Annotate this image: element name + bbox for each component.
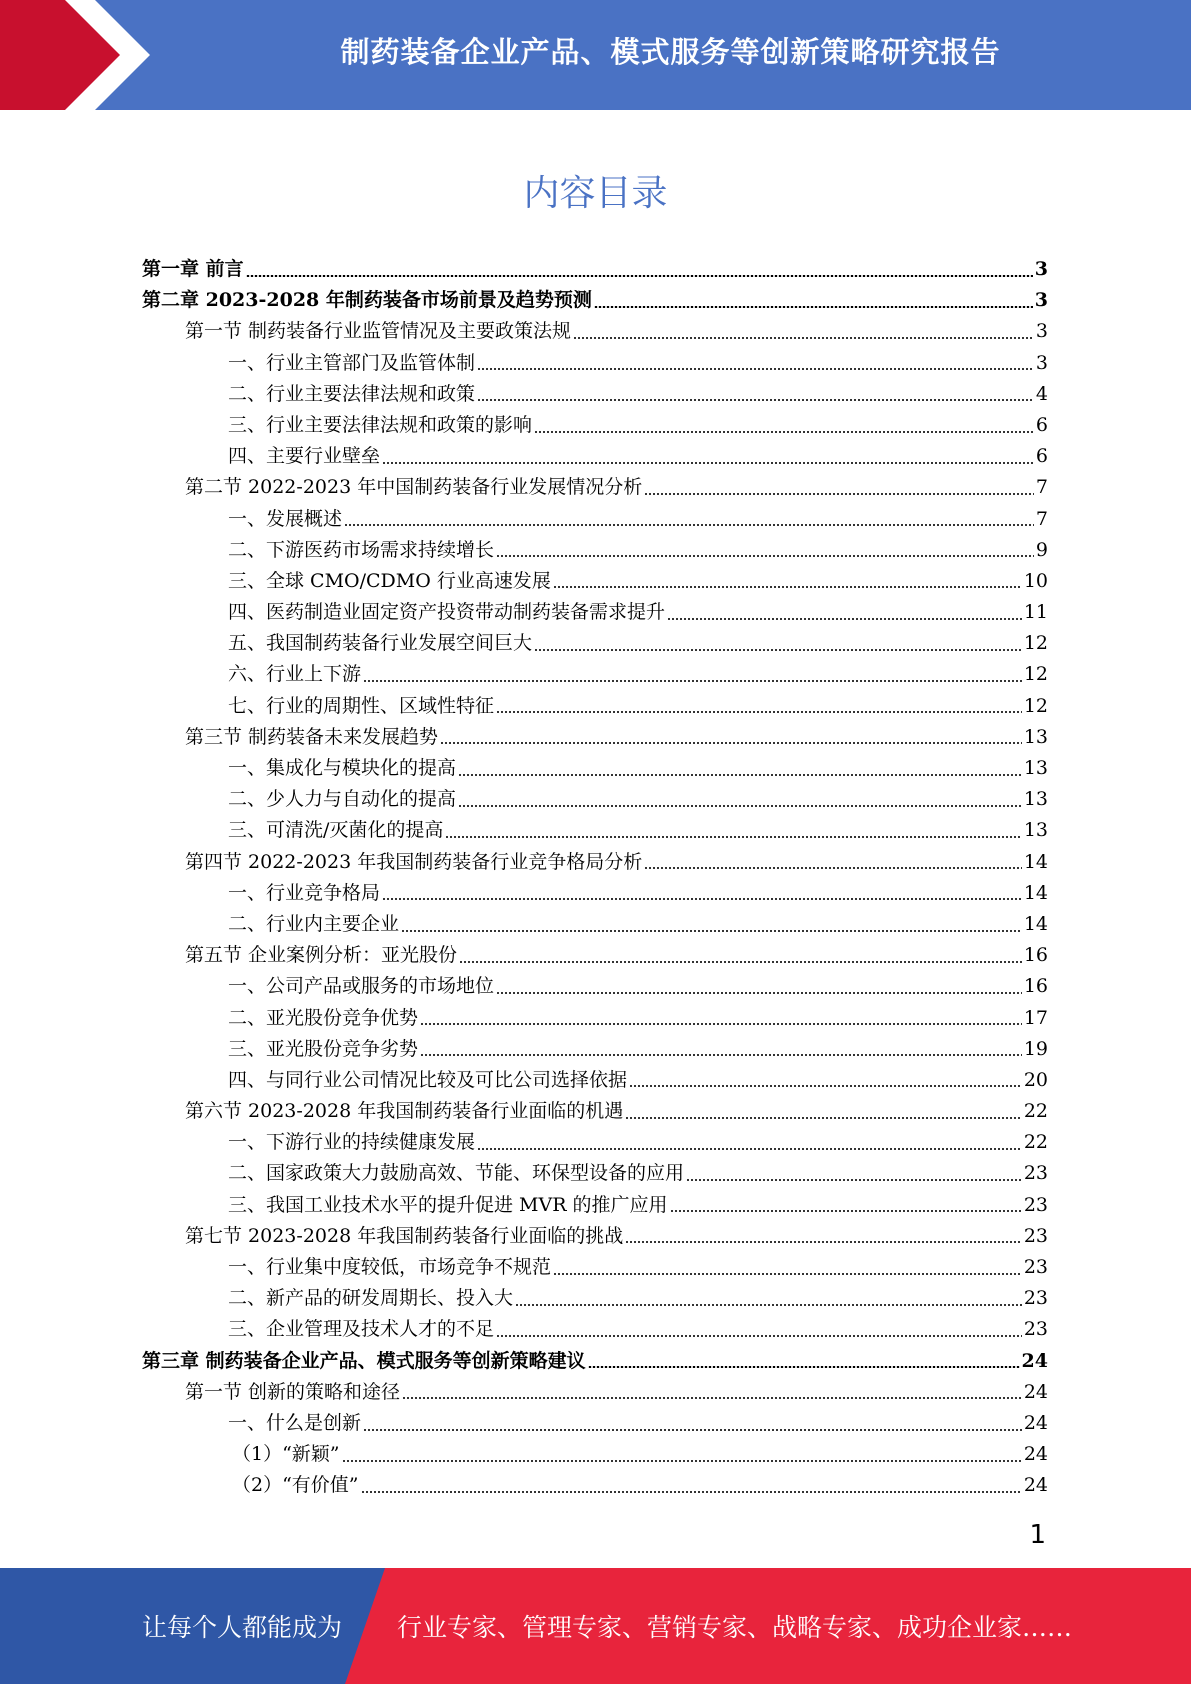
toc-leader-dots	[477, 368, 1034, 370]
toc-entry-page: 20	[1023, 1068, 1048, 1091]
toc-entry-title: 二、少人力与自动化的提高	[228, 788, 457, 811]
toc-entry[interactable]	[142, 1034, 1048, 1065]
toc-entry-page: 10	[1023, 569, 1048, 592]
toc-leader-dots	[363, 1429, 1022, 1431]
toc-entry[interactable]	[142, 909, 1048, 940]
toc-entry[interactable]	[142, 1158, 1048, 1189]
toc-leader-dots	[477, 1148, 1022, 1150]
toc-entry-title: 第一节 制药装备行业监管情况及主要政策法规	[185, 320, 572, 343]
toc-entry[interactable]	[142, 1190, 1048, 1221]
toc-entry[interactable]	[142, 1470, 1048, 1501]
toc-entry[interactable]	[142, 566, 1048, 597]
toc-entry[interactable]	[142, 535, 1048, 566]
toc-leader-dots	[246, 275, 1033, 277]
toc-entry-title: 二、新产品的研发周期长、投入大	[228, 1287, 514, 1310]
toc-entry[interactable]	[142, 878, 1048, 909]
toc-entry[interactable]	[142, 1096, 1048, 1127]
toc-entry-title: 四、与同行业公司情况比较及可比公司选择依据	[228, 1068, 628, 1091]
toc-entry[interactable]	[142, 316, 1048, 347]
toc-leader-dots	[344, 524, 1034, 526]
toc-entry-page: 12	[1023, 694, 1048, 717]
toc-entry[interactable]	[142, 410, 1048, 441]
toc-entry-title: 第二章 2023-2028 年制药装备市场前景及趋势预测	[142, 289, 592, 312]
toc-entry-title: 第六节 2023-2028 年我国制药装备行业面临的机遇	[185, 1100, 624, 1123]
toc-leader-dots	[420, 1054, 1022, 1056]
toc-entry-page: 13	[1023, 788, 1048, 811]
toc-entry-page: 23	[1023, 1224, 1048, 1247]
toc-entry[interactable]	[142, 753, 1048, 784]
toc-leader-dots	[534, 649, 1022, 651]
toc-entry-page: 13	[1023, 725, 1048, 748]
toc-leader-dots	[402, 1397, 1022, 1399]
toc-leader-dots	[644, 867, 1022, 869]
toc-entry[interactable]	[142, 1439, 1048, 1470]
toc-entry-title: 三、可清洗/灭菌化的提高	[228, 819, 444, 842]
toc-leader-dots	[553, 586, 1022, 588]
toc-leader-dots	[573, 337, 1034, 339]
page-header	[0, 0, 1191, 110]
toc-leader-dots	[401, 930, 1022, 932]
toc-entry[interactable]	[142, 784, 1048, 815]
toc-entry-page: 11	[1023, 601, 1048, 624]
toc-entry-page: 3	[1035, 351, 1048, 374]
toc-entry-page: 14	[1023, 850, 1048, 873]
toc-entry[interactable]	[142, 254, 1048, 285]
toc-entry-page: 3	[1035, 320, 1048, 343]
toc-entry-title: 三、亚光股份竞争劣势	[228, 1037, 419, 1060]
toc-entry-title: 六、行业上下游	[228, 663, 362, 686]
toc-entry[interactable]	[142, 815, 1048, 846]
table-of-contents	[142, 254, 1048, 1502]
toc-entry-page: 23	[1023, 1256, 1048, 1278]
toc-leader-dots	[440, 742, 1022, 744]
toc-entry-page: 6	[1035, 445, 1048, 468]
toc-entry[interactable]	[142, 441, 1048, 472]
toc-leader-dots	[458, 774, 1022, 776]
toc-entry-title: 三、全球 CMO/CDMO 行业高速发展	[228, 569, 551, 592]
toc-entry-title: 第七节 2023-2028 年我国制药装备行业面临的挑战	[185, 1224, 624, 1247]
toc-entry[interactable]	[142, 1283, 1048, 1314]
toc-entry-title: 第四节 2022-2023 年我国制药装备行业竞争格局分析	[185, 850, 643, 873]
toc-entry-page: 7	[1035, 507, 1048, 530]
toc-entry-page: 24	[1023, 1380, 1048, 1403]
toc-entry[interactable]	[142, 379, 1048, 410]
toc-leader-dots	[625, 1117, 1022, 1119]
toc-entry-title: 一、行业竞争格局	[228, 881, 381, 904]
toc-leader-dots	[594, 306, 1033, 308]
toc-entry-title: 二、行业主要法律法规和政策	[228, 382, 476, 405]
toc-entry-page: 3	[1034, 289, 1048, 312]
toc-entry[interactable]	[142, 971, 1048, 1002]
toc-entry[interactable]	[142, 1003, 1048, 1034]
toc-entry-title: 二、行业内主要企业	[228, 912, 400, 935]
toc-entry-title: 二、亚光股份竞争优势	[228, 1006, 419, 1029]
toc-leader-dots	[686, 1179, 1022, 1181]
page-number: 1	[1029, 1520, 1046, 1550]
toc-leader-dots	[625, 1241, 1022, 1243]
toc-entry-page: 14	[1023, 881, 1048, 904]
toc-entry-page: 23	[1023, 1318, 1048, 1341]
footer-slogan-left: 让每个人都能成为	[142, 1613, 343, 1642]
toc-leader-dots	[420, 1023, 1022, 1025]
toc-entry-page: 24	[1023, 1411, 1048, 1434]
toc-entry-title: 一、什么是创新	[228, 1411, 362, 1434]
toc-entry-title: 第三节 制药装备未来发展趋势	[185, 725, 439, 748]
toc-entry-title: 三、行业主要法律法规和政策的影响	[228, 413, 533, 436]
toc-entry[interactable]	[142, 472, 1048, 503]
toc-entry-page: 3	[1034, 258, 1048, 280]
toc-entry-title: 二、下游医药市场需求持续增长	[228, 538, 495, 561]
toc-leader-dots	[629, 1085, 1022, 1087]
toc-leader-dots	[496, 992, 1022, 994]
toc-entry-page: 14	[1023, 912, 1048, 935]
toc-entry-page: 22	[1023, 1100, 1048, 1123]
toc-entry-page: 24	[1023, 1443, 1048, 1466]
toc-entry-title: 一、行业主管部门及监管体制	[228, 351, 476, 374]
toc-leader-dots	[644, 493, 1034, 495]
toc-entry[interactable]	[142, 597, 1048, 628]
toc-leader-dots	[477, 399, 1034, 401]
toc-entry-page: 23	[1023, 1162, 1048, 1185]
toc-entry-page: 24	[1023, 1474, 1048, 1497]
toc-entry-title: 四、医药制造业固定资产投资带动制药装备需求提升	[228, 601, 666, 624]
toc-entry-title: 三、我国工业技术水平的提升促进 MVR 的推广应用	[228, 1193, 668, 1216]
toc-entry-page: 12	[1023, 632, 1048, 655]
toc-entry-page: 4	[1035, 382, 1048, 405]
toc-entry-title: 第一章 前言	[142, 258, 244, 280]
toc-entry-page: 13	[1023, 757, 1048, 779]
page-footer	[0, 1568, 1191, 1684]
toc-entry-page: 16	[1023, 944, 1048, 967]
toc-entry-title: 五、我国制药装备行业发展空间巨大	[228, 632, 533, 655]
toc-entry-page: 23	[1023, 1193, 1048, 1216]
toc-entry[interactable]	[142, 1221, 1048, 1252]
toc-entry-page: 17	[1023, 1006, 1048, 1029]
toc-entry-page: 6	[1035, 413, 1048, 436]
toc-entry[interactable]	[142, 348, 1048, 379]
toc-entry-title: 一、行业集中度较低，市场竞争不规范	[228, 1256, 552, 1278]
toc-leader-dots	[667, 618, 1022, 620]
toc-entry-page: 24	[1021, 1349, 1048, 1372]
toc-entry-page: 9	[1035, 538, 1048, 561]
toc-leader-dots	[553, 1273, 1022, 1275]
toc-entry-title: 一、下游行业的持续健康发展	[228, 1131, 476, 1154]
toc-entry-title: （1）“新颖”	[232, 1443, 340, 1466]
toc-leader-dots	[588, 1366, 1020, 1368]
report-title: 制药装备企业产品、模式服务等创新策略研究报告	[340, 34, 1001, 69]
toc-entry-page: 23	[1023, 1287, 1048, 1310]
toc-entry[interactable]	[142, 1314, 1048, 1345]
toc-entry-title: 一、公司产品或服务的市场地位	[228, 975, 495, 998]
toc-entry[interactable]	[142, 1346, 1048, 1377]
toc-leader-dots	[459, 961, 1022, 963]
toc-entry[interactable]	[142, 722, 1048, 753]
toc-leader-dots	[670, 1210, 1022, 1212]
toc-entry-title: 第五节 企业案例分析：亚光股份	[185, 944, 458, 967]
toc-entry[interactable]	[142, 1252, 1048, 1283]
toc-entry[interactable]	[142, 285, 1048, 316]
toc-leader-dots	[496, 1335, 1022, 1337]
footer-slogan-right: 行业专家、管理专家、营销专家、战略专家、成功企业家……	[397, 1613, 1073, 1642]
toc-entry-title: 一、发展概述	[228, 507, 343, 530]
toc-entry[interactable]	[142, 1065, 1048, 1096]
toc-entry-page: 13	[1023, 819, 1048, 842]
toc-entry-title: （2）“有价值”	[232, 1474, 359, 1497]
toc-entry[interactable]	[142, 1408, 1048, 1439]
toc-entry-page: 19	[1023, 1037, 1048, 1060]
toc-entry-title: 第二节 2022-2023 年中国制药装备行业发展情况分析	[185, 476, 643, 499]
toc-entry[interactable]	[142, 1127, 1048, 1158]
toc-entry-title: 第一节 创新的策略和途径	[185, 1380, 401, 1403]
toc-entry-title: 四、主要行业壁垒	[228, 445, 381, 468]
toc-entry-page: 22	[1023, 1131, 1048, 1154]
toc-entry-page: 7	[1035, 476, 1048, 499]
toc-entry-title: 一、集成化与模块化的提高	[228, 757, 457, 779]
toc-entry-title: 二、国家政策大力鼓励高效、节能、环保型设备的应用	[228, 1162, 685, 1185]
toc-leader-dots	[382, 898, 1022, 900]
toc-leader-dots	[515, 1304, 1022, 1306]
toc-entry-page: 12	[1023, 663, 1048, 686]
toc-entry-title: 第三章 制药装备企业产品、模式服务等创新策略建议	[142, 1349, 586, 1372]
toc-leader-dots	[496, 711, 1022, 713]
toc-leader-dots	[382, 462, 1034, 464]
toc-entry-title: 七、行业的周期性、区域性特征	[228, 694, 495, 717]
toc-leader-dots	[458, 805, 1022, 807]
toc-entry[interactable]	[142, 628, 1048, 659]
toc-leader-dots	[342, 1460, 1022, 1462]
toc-leader-dots	[445, 836, 1021, 838]
toc-entry[interactable]	[142, 659, 1048, 690]
toc-title: 内容目录	[523, 173, 668, 214]
toc-entry[interactable]	[142, 847, 1048, 878]
toc-entry[interactable]	[142, 504, 1048, 535]
toc-entry[interactable]	[142, 691, 1048, 722]
toc-entry-title: 三、企业管理及技术人才的不足	[228, 1318, 495, 1341]
toc-entry-page: 16	[1023, 975, 1048, 998]
toc-entry[interactable]	[142, 940, 1048, 971]
toc-leader-dots	[496, 555, 1034, 557]
toc-leader-dots	[363, 680, 1022, 682]
toc-leader-dots	[534, 431, 1034, 433]
toc-entry[interactable]	[142, 1377, 1048, 1408]
toc-leader-dots	[361, 1491, 1022, 1493]
